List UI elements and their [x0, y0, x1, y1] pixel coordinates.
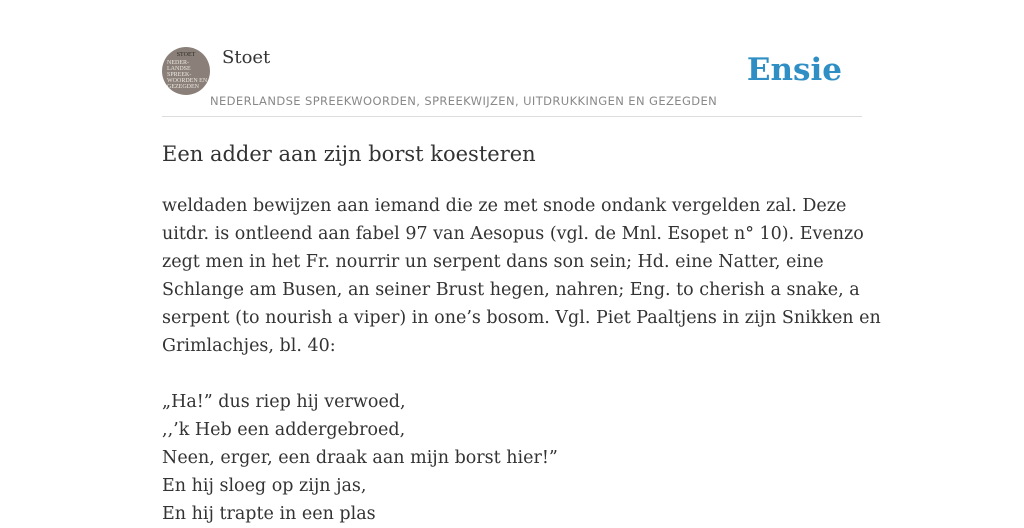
- poem-line: „Ha!” dus riep hij verwoed,: [162, 392, 406, 412]
- avatar-top-text: STOET: [176, 52, 196, 58]
- entry-body: [162, 192, 881, 528]
- source-title[interactable]: NEDERLANDSE SPREEKWOORDEN, SPREEKWIJZEN, UITDRUKKINGEN EN GEZEGDEN: [210, 94, 718, 108]
- avatar-line: WOORDEN EN: [167, 78, 208, 84]
- poem-line: ,,’k Heb een addergebroed,: [162, 420, 406, 440]
- author-avatar[interactable]: [162, 47, 210, 95]
- avatar-line: GEZEGDEN: [167, 84, 199, 90]
- avatar-line: SPREEK-: [167, 72, 192, 78]
- ensie-logo[interactable]: Ensie: [746, 52, 842, 88]
- paragraph-line: serpent (to nourish a viper) in one’s bosom. Vgl. Piet Paaltjens in zijn Snikken en: [162, 308, 881, 328]
- avatar-line: NEDER-: [167, 60, 189, 66]
- paragraph-line: uitdr. is ontleend aan fabel 97 van Aesopus (vgl. de Mnl. Esopet n° 10). Evenzo: [162, 224, 864, 244]
- paragraph-line: weldaden bewijzen aan iemand die ze met snode ondank vergelden zal. Deze: [162, 196, 847, 216]
- paragraph-line: zegt men in het Fr. nourrir un serpent dans son sein; Hd. eine Natter, eine: [162, 252, 824, 272]
- poem-line: En hij trapte in een plas: [162, 504, 376, 524]
- avatar-line: LANDSE: [167, 66, 191, 72]
- author-name[interactable]: Stoet: [222, 47, 271, 68]
- entry-title: Een adder aan zijn borst koesteren: [162, 142, 536, 166]
- avatar-book-cover-text: [167, 60, 209, 90]
- entry-page: [162, 0, 881, 524]
- paragraph-line: Grimlachjes, bl. 40:: [162, 336, 336, 356]
- poem-line: Neen, erger, een draak aan mijn borst hier!”: [162, 448, 558, 468]
- paragraph-line: Schlange am Busen, an seiner Brust hegen, nahren; Eng. to cherish a snake, a: [162, 280, 860, 300]
- poem-line: En hij sloeg op zijn jas,: [162, 476, 367, 496]
- paragraph-gap: [162, 360, 862, 388]
- entry-header: [162, 0, 862, 117]
